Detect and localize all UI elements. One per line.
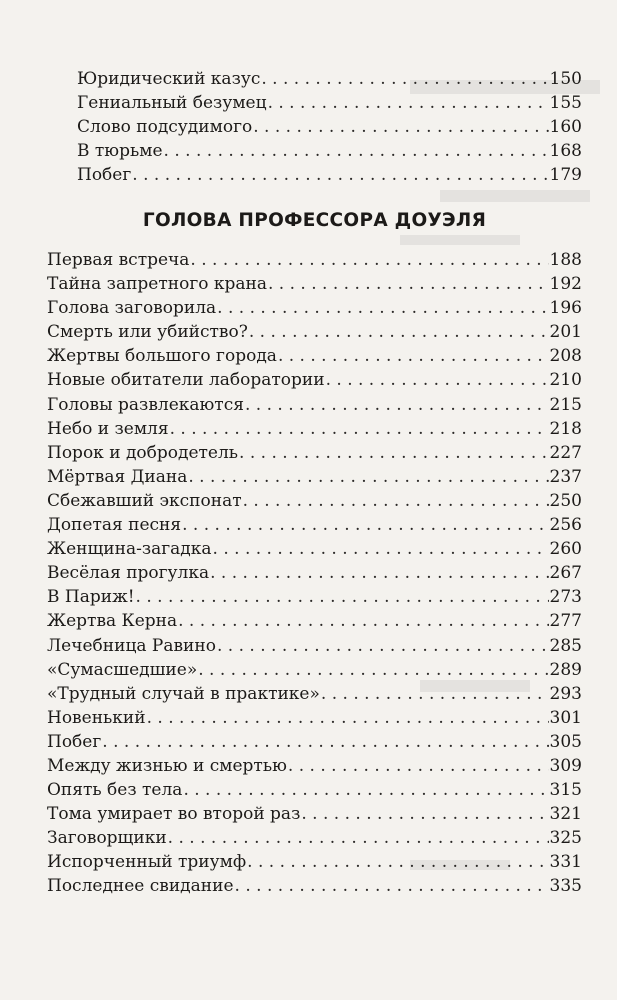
toc-entry-page: 179 [549, 165, 582, 185]
toc-entry-title: Сбежавший экспонат [47, 490, 242, 511]
toc-entry[interactable] [47, 368, 582, 392]
leader-dots [188, 465, 548, 489]
toc-entry-title: Женщина-загадка [47, 539, 212, 560]
toc-entry[interactable] [47, 754, 582, 778]
toc-entry-page: 210 [549, 370, 582, 391]
toc-entry-page: 301 [549, 707, 582, 728]
toc-entry-page: 335 [549, 876, 582, 897]
toc-entry-page: 267 [549, 563, 582, 584]
toc-entry-title: Голова заговорила [47, 298, 217, 319]
section-heading: ГОЛОВА ПРОФЕССОРА ДОУЭЛЯ [142, 210, 487, 231]
toc-entry-title: Первая встреча [47, 250, 190, 270]
toc-entry-title: В тюрьме [77, 141, 163, 161]
toc-entry[interactable] [47, 248, 582, 272]
toc-entry-page: 315 [549, 780, 582, 801]
leader-dots [247, 850, 548, 874]
toc-entry-page: 293 [549, 683, 582, 704]
toc-entry[interactable] [77, 139, 582, 163]
toc-entry-title: Жертва Керна [47, 611, 178, 632]
toc-entry[interactable] [47, 778, 582, 802]
toc-entry-page: 155 [549, 93, 582, 113]
toc-entry[interactable] [77, 91, 582, 115]
leader-dots [147, 706, 549, 730]
leader-dots [164, 139, 549, 163]
leader-dots [288, 754, 549, 778]
toc-entry-page: 260 [549, 539, 582, 560]
toc-entry-title: Заговорщики [47, 828, 167, 849]
toc-entry[interactable] [47, 682, 582, 706]
leader-dots [249, 320, 549, 344]
toc-entry-title: Новенький [47, 707, 146, 728]
toc-entry-title: Юридический казус [77, 69, 261, 89]
toc-entry-title: Слово подсудимого [77, 117, 253, 137]
leader-dots [183, 778, 548, 802]
toc-entry-page: 305 [549, 731, 582, 752]
toc-entry[interactable] [77, 115, 582, 139]
leader-dots [321, 682, 549, 706]
toc-entry[interactable] [47, 465, 582, 489]
toc-entry-title: Новые обитатели лаборатории [47, 370, 325, 391]
toc-entry[interactable] [47, 489, 582, 513]
toc-entry[interactable] [47, 609, 582, 633]
toc-top-section [77, 67, 582, 187]
leader-dots [210, 561, 548, 585]
toc-entry[interactable] [47, 585, 582, 609]
leader-dots [239, 441, 549, 465]
toc-entry-title: В Париж! [47, 587, 135, 608]
toc-entry[interactable] [47, 393, 582, 417]
toc-entry[interactable] [47, 634, 582, 658]
toc-entry-page: 309 [549, 755, 582, 776]
leader-dots [245, 393, 549, 417]
leader-dots [243, 489, 549, 513]
toc-entry-page: 273 [549, 587, 582, 608]
toc-entry-page: 168 [549, 141, 582, 161]
toc-entry-page: 277 [549, 611, 582, 632]
toc-entry-title: Последнее свидание [47, 876, 234, 897]
leader-dots [132, 163, 548, 187]
leader-dots [301, 802, 548, 826]
leader-dots [190, 248, 548, 272]
leader-dots [182, 513, 548, 537]
toc-entry[interactable] [47, 802, 582, 826]
toc-entry[interactable] [47, 441, 582, 465]
toc-entry-page: 188 [549, 250, 582, 270]
toc-entry-page: 227 [549, 442, 582, 463]
toc-entry-page: 218 [549, 418, 582, 439]
toc-entry[interactable] [47, 537, 582, 561]
toc-entry-title: Смерть или убийство? [47, 322, 248, 343]
leader-dots [213, 537, 549, 561]
leader-dots [326, 368, 549, 392]
toc-entry-title: Побег [47, 731, 102, 752]
toc-entry[interactable] [47, 320, 582, 344]
toc-entry-page: 201 [549, 322, 582, 343]
toc-entry[interactable] [47, 874, 582, 898]
toc-entry-title: Между жизнью и смертью [47, 755, 287, 776]
toc-entry-title: «Трудный случай в практике» [47, 683, 320, 704]
leader-dots [217, 634, 549, 658]
toc-entry[interactable] [47, 730, 582, 754]
leader-dots [198, 658, 548, 682]
toc-entry-title: Опять без тела [47, 780, 183, 801]
leader-dots [168, 826, 549, 850]
leader-dots [178, 609, 548, 633]
toc-entry-page: 256 [549, 515, 582, 536]
leader-dots [268, 91, 549, 115]
toc-entry-title: Испорченный триумф [47, 852, 247, 873]
toc-entry[interactable] [47, 417, 582, 441]
toc-entry-page: 321 [549, 804, 582, 825]
toc-entry-title: Небо и земля [47, 418, 169, 439]
toc-entry-page: 325 [549, 828, 582, 849]
toc-entry[interactable] [47, 272, 582, 296]
toc-entry[interactable] [47, 706, 582, 730]
toc-entry-title: Гениальный безумец [77, 93, 267, 113]
leader-dots [268, 272, 549, 296]
toc-entry-title: Допетая песня [47, 515, 182, 536]
leader-dots [136, 585, 549, 609]
toc-entry-title: Мёртвая Диана [47, 466, 188, 487]
toc-entry[interactable] [47, 850, 582, 874]
toc-main-section [47, 248, 582, 899]
toc-entry[interactable] [47, 658, 582, 682]
toc-entry-page: 192 [549, 274, 582, 295]
toc-entry-page: 150 [549, 69, 582, 89]
toc-entry[interactable] [77, 163, 582, 187]
toc-entry[interactable] [77, 67, 582, 91]
toc-entry-page: 250 [549, 490, 582, 511]
leader-dots [235, 874, 549, 898]
leader-dots [170, 417, 549, 441]
toc-entry-title: Весёлая прогулка [47, 563, 210, 584]
toc-entry[interactable] [47, 513, 582, 537]
toc-entry[interactable] [47, 344, 582, 368]
leader-dots [278, 344, 549, 368]
toc-entry-page: 215 [549, 394, 582, 415]
toc-entry-page: 285 [549, 635, 582, 656]
toc-entry-page: 289 [549, 659, 582, 680]
leader-dots [102, 730, 548, 754]
toc-entry-title: Лечебница Равино [47, 635, 216, 656]
toc-entry-page: 160 [549, 117, 582, 137]
leader-dots [261, 67, 548, 91]
toc-entry-page: 208 [549, 346, 582, 367]
toc-entry-title: Побег [77, 165, 132, 185]
toc-entry-title: Тома умирает во второй раз [47, 804, 301, 825]
leader-dots [253, 115, 548, 139]
toc-entry-title: Тайна запретного крана [47, 274, 267, 295]
toc-entry[interactable] [47, 296, 582, 320]
toc-entry-title: Порок и добродетель [47, 442, 239, 463]
toc-entry[interactable] [47, 561, 582, 585]
toc-entry-title: Головы развлекаются [47, 394, 244, 415]
toc-entry-page: 196 [549, 298, 582, 319]
toc-entry-title: «Сумасшедшие» [47, 659, 198, 680]
leader-dots [217, 296, 548, 320]
toc-entry-page: 331 [549, 852, 582, 873]
toc-entry-title: Жертвы большого города [47, 346, 277, 367]
toc-entry[interactable] [47, 826, 582, 850]
toc-entry-page: 237 [549, 466, 582, 487]
